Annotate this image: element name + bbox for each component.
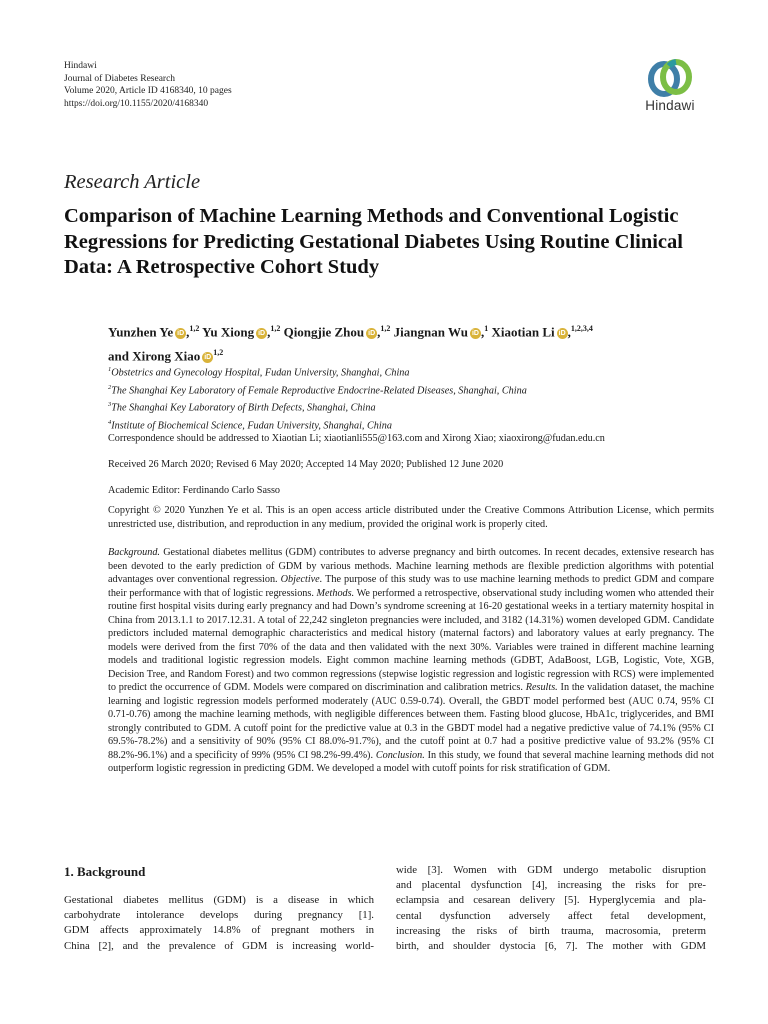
affiliation-list [108,363,527,433]
abstract-conclusion: In this study, we found that several machine learning methods did not outperform logistic regression in predicting GDM. We developed a model with cutoff points for risk stratification of GDM. [108,749,715,774]
abstract-label-objective: Objective. [280,574,323,585]
copyright-notice: Copyright © 2020 Yunzhen Ye et al. This is an open access article distributed under the Creative Commons Attribution License, which permits unrestricted use, distribution, and reproduction in any medium, provided the original work is properly cited. [108,505,714,530]
journal-header [64,60,232,110]
author-name: Xiaotian Li [491,324,555,340]
author-name: Jiangnan Wu [393,324,468,340]
affiliation-item: $^2$The Shanghai Key Laboratory of Female Reproductive Endocrine-Related Diseases, Shanghai, China [108,383,527,396]
hindawi-logo [636,58,704,113]
article-title: Comparison of Machine Learning Methods and Conventional Logistic Regressions for Predicting Gestational Diabetes Using Routine Clinical Data: A Retrospective Cohort Study [64,205,683,278]
author-affil-sup: 1,2 [270,324,281,333]
author-list: Yunzhen Ye iD ,$^{1,2}$ Yu Xiong iD ,$^{1,2}$ Qiongjie Zhou iD ,$^{1,2}$ Jiangnan Wu iD ,$^1$ Xiaotian Li iD ,$^{1,2,3,4}$ and Xirong Xiao iD$^{1,2}$ [108,324,593,364]
author-affil-sup: 1,2 [380,324,391,333]
abstract-label-conclusion: Conclusion. [375,749,425,761]
affiliation-item: $^4$Institute of Biochemical Science, Fudan University, Shanghai, China [108,418,392,432]
body-line: wide [3]. Women with GDM undergo metabolic disruption [396,864,706,876]
author-name: Yu Xiong [202,324,255,340]
body-line: increasing the risks of birth trauma, macrosomia, preterm [396,924,706,937]
volume-info: Volume 2020, Article ID 4168340, 10 pages [64,86,232,96]
logo-text: Hindawi [645,98,695,113]
academic-editor: Academic Editor: Ferdinando Carlo Sasso [108,485,281,496]
article-type: Research Article [64,171,201,193]
orcid-icon[interactable]: iD [177,329,185,337]
orcid-icon[interactable]: iD [204,354,212,362]
author-name: Yunzhen Ye [108,324,174,340]
author-name: and Xirong Xiao [108,348,201,364]
author-affil-sup: 1 [484,324,489,333]
abstract-label-results: Results. [525,682,558,693]
publisher-name: Hindawi [64,61,97,71]
hindawi-logo-icon [645,58,695,98]
abstract [108,546,714,776]
author-affil-sup: 1,2 [213,348,224,358]
body-column-right [396,863,706,954]
body-line: eclampsia and cesarean delivery [5]. Hyperglycemia and pla- [396,894,706,907]
abstract-results: In the validation dataset, the machine learning and logistic regression models performed moderately (AUC 0.59-0.74). Overall, the GBDT model performed best (AUC 0.74, 95% CI 0.71-0.76) among the machine learning methods, with negligible differences between them. Fasting blood glucose, HbA1c, triglycerides, and BMI strongly contributed to GDM. A cutoff point for the predictive value at 0.3 in the GBDT model had a negative predictive value of 74.1% (95% CI 69.5%-78.2%) and a sensitivity of 90% (95% CI 88.0%-91.7%), and the cutoff point at 0.7 had a positive predictive value of 93.2% (95% CI 88.2%-96.1%) and a specificity of 99% (95% CI 98.2%-99.4%). [108,682,715,761]
abstract-label-methods: Methods. [316,587,355,599]
affiliation-item: $^3$The Shanghai Key Laboratory of Birth Defects, Shanghai, China [108,401,376,414]
affiliation-item: $^1$Obstetrics and Gynecology Hospital, Fudan University, Shanghai, China [108,366,410,379]
body-line: Gestational diabetes mellitus (GDM) is a disease in which [64,894,374,906]
body-column-left [64,893,374,954]
publication-dates: Received 26 March 2020; Revised 6 May 2020; Accepted 14 May 2020; Published 12 June 2020 [108,459,504,470]
body-line: China [2], and the prevalence of GDM is increasing world- [64,939,374,952]
body-line: GDM affects approximately 14.8% of pregnant mothers in [64,924,374,937]
body-line: and placental dysfunction [4], increasing the risks for pre- [396,879,706,892]
section-heading: 1. Background [64,864,146,879]
body-line: cental dysfunction adversely affect fetal development, [396,909,706,922]
doi-link[interactable]: https://doi.org/10.1155/2020/4168340 [64,98,209,109]
journal-name: Journal of Diabetes Research [64,73,176,84]
orcid-icon[interactable]: iD [258,329,266,337]
orcid-icon[interactable]: iD [558,329,566,337]
abstract-label-background: Background. [108,547,160,558]
correspondence: Correspondence should be addressed to Xiaotian Li; xiaotianli555@163.com and Xirong Xiao; xiaoxirong@fudan.edu.cn [108,433,605,444]
abstract-objective: The purpose of this study was to use machine learning methods to predict GDM and compare their performance with that of logistic regressions. [108,574,715,599]
body-line: birth, and shoulder dystocia [6, 7]. The mother with GDM [396,940,706,953]
abstract-methods: We performed a retrospective, observational study including women who attended their routine first hospital visits during early pregnancy and had Down’s syndrome screening at 16-20 gestational weeks in a tertiary maternity hospital in China from 2013.1.1 to 2017.12.31. A total of 22,242 singleton pregnancies were included, and 3182 (14.31%) women developed GDM. Candidate predictors included maternal demographic characteristics and medical history (maternal factors) and laboratory values at early pregnancy. The models were derived from the first 70% of the data and then validated with the next 30%. Variables were trained in different machine learning models and traditional logistic regression models. Eight common machine learning methods (GDBT, AdaBoost, LGB, Logistic, Vote, XGB, Decision Tree, and Random Forest) and two common regressions (stepwise logistic regression and logistic regression with RCS) were implemented to predict the occurrence of GDM. Models were compared on discrimination and calibration metrics. [108,587,715,693]
author-affil-sup: 1,2 [189,324,200,333]
body-line: carbohydrate intolerance develops during pregnancy [1]. [64,909,374,922]
abstract-background: Gestational diabetes mellitus (GDM) contributes to adverse pregnancy and birth outcomes. In recent decades, extensive research has been devoted to the early prediction of GDM by various methods. Machine learning methods are flexible prediction algorithms with potential advantages over conventional regression. [108,547,715,585]
author-affil-sup: 1,2,3,4 [570,324,593,333]
author-name: Qiongjie Zhou [283,324,365,340]
orcid-icon[interactable]: iD [471,329,479,337]
orcid-icon[interactable]: iD [368,329,376,337]
